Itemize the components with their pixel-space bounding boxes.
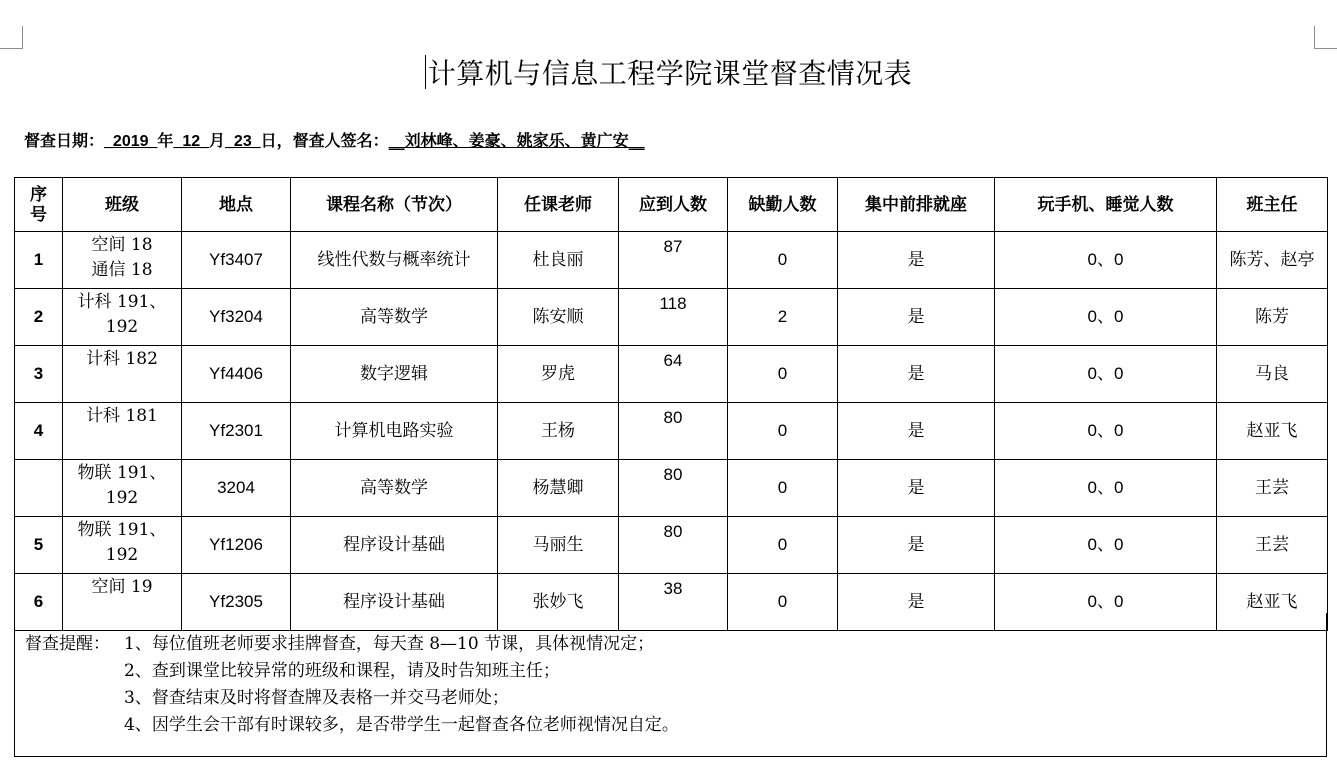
expected-cell: 80	[619, 403, 728, 460]
course-cell: 高等数学	[291, 289, 498, 346]
table-row	[15, 517, 1328, 574]
header-absent: 缺勤人数	[728, 178, 838, 232]
header-location: 地点	[182, 178, 291, 232]
front-seating-cell: 是	[838, 232, 995, 289]
class-line: 物联 191、	[77, 463, 167, 483]
serial-cell: 3	[15, 346, 63, 403]
reminder-item: 4、因学生会干部有时课较多，是否带学生一起督查各位老师视情况自定。	[124, 715, 679, 735]
class-cell	[63, 289, 182, 346]
location-cell: Yf2305	[182, 574, 291, 631]
inspection-meta-line	[24, 128, 645, 155]
inspection-reminders	[14, 613, 1327, 757]
class-cell	[63, 403, 182, 460]
head-teacher-cell: 王芸	[1217, 517, 1328, 574]
location-cell: Yf1206	[182, 517, 291, 574]
class-line: 192	[105, 488, 139, 508]
expected-cell: 38	[619, 574, 728, 631]
reminder-label: 督查提醒：	[25, 634, 110, 654]
expected-cell: 118	[619, 289, 728, 346]
front-seating-cell: 是	[838, 574, 995, 631]
teacher-cell: 罗虎	[498, 346, 619, 403]
table-row	[15, 346, 1328, 403]
header-head-teacher: 班主任	[1217, 178, 1328, 232]
reminder-item: 1、每位值班老师要求挂牌督查，每天查 8—10 节课，具体视情况定；	[124, 634, 655, 654]
table-row	[15, 403, 1328, 460]
teacher-cell: 杨慧卿	[498, 460, 619, 517]
date-label: 督查日期：	[24, 131, 105, 150]
expected-cell: 64	[619, 346, 728, 403]
header-front-seating: 集中前排就座	[838, 178, 995, 232]
phone-sleep-cell: 0、0	[995, 574, 1217, 631]
class-line: 空间 18	[91, 235, 153, 255]
page-corner-mark-top-left	[0, 26, 23, 49]
signer-names: __刘林峰、姜豪、姚家乐、黄广安__	[388, 131, 645, 150]
phone-sleep-cell: 0、0	[995, 403, 1217, 460]
head-teacher-cell: 陈芳	[1217, 289, 1328, 346]
serial-cell: 1	[15, 232, 63, 289]
header-serial-text: 序号	[30, 184, 47, 225]
expected-cell: 87	[619, 232, 728, 289]
date-year-char: 年	[157, 131, 174, 150]
absent-cell: 2	[728, 289, 838, 346]
location-cell: Yf3407	[182, 232, 291, 289]
expected-cell: 80	[619, 460, 728, 517]
head-teacher-cell: 赵亚飞	[1217, 574, 1328, 631]
phone-sleep-cell: 0、0	[995, 517, 1217, 574]
header-teacher: 任课老师	[498, 178, 619, 232]
class-line: 计科 182	[86, 349, 158, 369]
reminder-item: 3、督查结束及时将督查牌及表格一并交马老师处；	[124, 688, 509, 708]
head-teacher-cell: 陈芳、赵亭	[1217, 232, 1328, 289]
document-title-block	[0, 52, 1337, 96]
class-cell	[63, 460, 182, 517]
class-line: 物联 191、	[77, 520, 167, 540]
teacher-cell: 王杨	[498, 403, 619, 460]
serial-cell: 5	[15, 517, 63, 574]
reminder-item: 2、查到课堂比较异常的班级和课程，请及时告知班主任；	[124, 661, 560, 681]
header-class: 班级	[63, 178, 182, 232]
header-phone-sleep: 玩手机、睡觉人数	[995, 178, 1217, 232]
absent-cell: 0	[728, 517, 838, 574]
teacher-cell: 杜良丽	[498, 232, 619, 289]
date-day-value: _23_	[225, 133, 261, 150]
class-line: 空间 19	[91, 577, 153, 597]
teacher-cell: 马丽生	[498, 517, 619, 574]
absent-cell: 0	[728, 403, 838, 460]
front-seating-cell: 是	[838, 460, 995, 517]
head-teacher-cell: 王芸	[1217, 460, 1328, 517]
course-cell: 计算机电路实验	[291, 403, 498, 460]
date-day-char: 日，	[260, 131, 293, 150]
class-cell	[63, 517, 182, 574]
class-cell	[63, 346, 182, 403]
text-cursor	[425, 55, 426, 89]
serial-cell: 6	[15, 574, 63, 631]
expected-cell: 80	[619, 517, 728, 574]
document-title: 计算机与信息工程学院课堂督查情况表	[427, 57, 913, 90]
inspection-table	[14, 177, 1328, 631]
serial-cell: 2	[15, 289, 63, 346]
date-year-value: _2019_	[104, 133, 158, 150]
absent-cell: 0	[728, 232, 838, 289]
class-cell	[63, 232, 182, 289]
header-course: 课程名称（节次）	[291, 178, 498, 232]
table-row	[15, 460, 1328, 517]
absent-cell: 0	[728, 574, 838, 631]
course-cell: 数字逻辑	[291, 346, 498, 403]
phone-sleep-cell: 0、0	[995, 460, 1217, 517]
class-line: 通信 18	[91, 260, 153, 280]
absent-cell: 0	[728, 460, 838, 517]
phone-sleep-cell: 0、0	[995, 346, 1217, 403]
table-row	[15, 289, 1328, 346]
front-seating-cell: 是	[838, 403, 995, 460]
location-cell: Yf3204	[182, 289, 291, 346]
date-month-value: _12_	[173, 133, 210, 150]
date-month-char: 月	[209, 131, 226, 150]
absent-cell: 0	[728, 346, 838, 403]
class-line: 计科 181	[86, 406, 158, 426]
course-cell: 程序设计基础	[291, 574, 498, 631]
front-seating-cell: 是	[838, 517, 995, 574]
course-cell: 高等数学	[291, 460, 498, 517]
header-expected: 应到人数	[619, 178, 728, 232]
page-corner-mark-top-right	[1314, 26, 1337, 49]
table-row	[15, 232, 1328, 289]
head-teacher-cell: 赵亚飞	[1217, 403, 1328, 460]
class-line: 192	[105, 545, 139, 565]
front-seating-cell: 是	[838, 346, 995, 403]
serial-cell: 4	[15, 403, 63, 460]
location-cell: Yf2301	[182, 403, 291, 460]
location-cell: 3204	[182, 460, 291, 517]
signer-label: 督查人签名：	[292, 131, 389, 150]
location-cell: Yf4406	[182, 346, 291, 403]
teacher-cell: 陈安顺	[498, 289, 619, 346]
table-header-row	[15, 178, 1328, 232]
class-line: 计科 191、	[77, 292, 167, 312]
teacher-cell: 张妙飞	[498, 574, 619, 631]
header-serial	[15, 178, 63, 232]
phone-sleep-cell: 0、0	[995, 232, 1217, 289]
head-teacher-cell: 马良	[1217, 346, 1328, 403]
phone-sleep-cell: 0、0	[995, 289, 1217, 346]
serial-cell	[15, 460, 63, 517]
course-cell: 程序设计基础	[291, 517, 498, 574]
class-line: 192	[105, 317, 139, 337]
course-cell: 线性代数与概率统计	[291, 232, 498, 289]
front-seating-cell: 是	[838, 289, 995, 346]
